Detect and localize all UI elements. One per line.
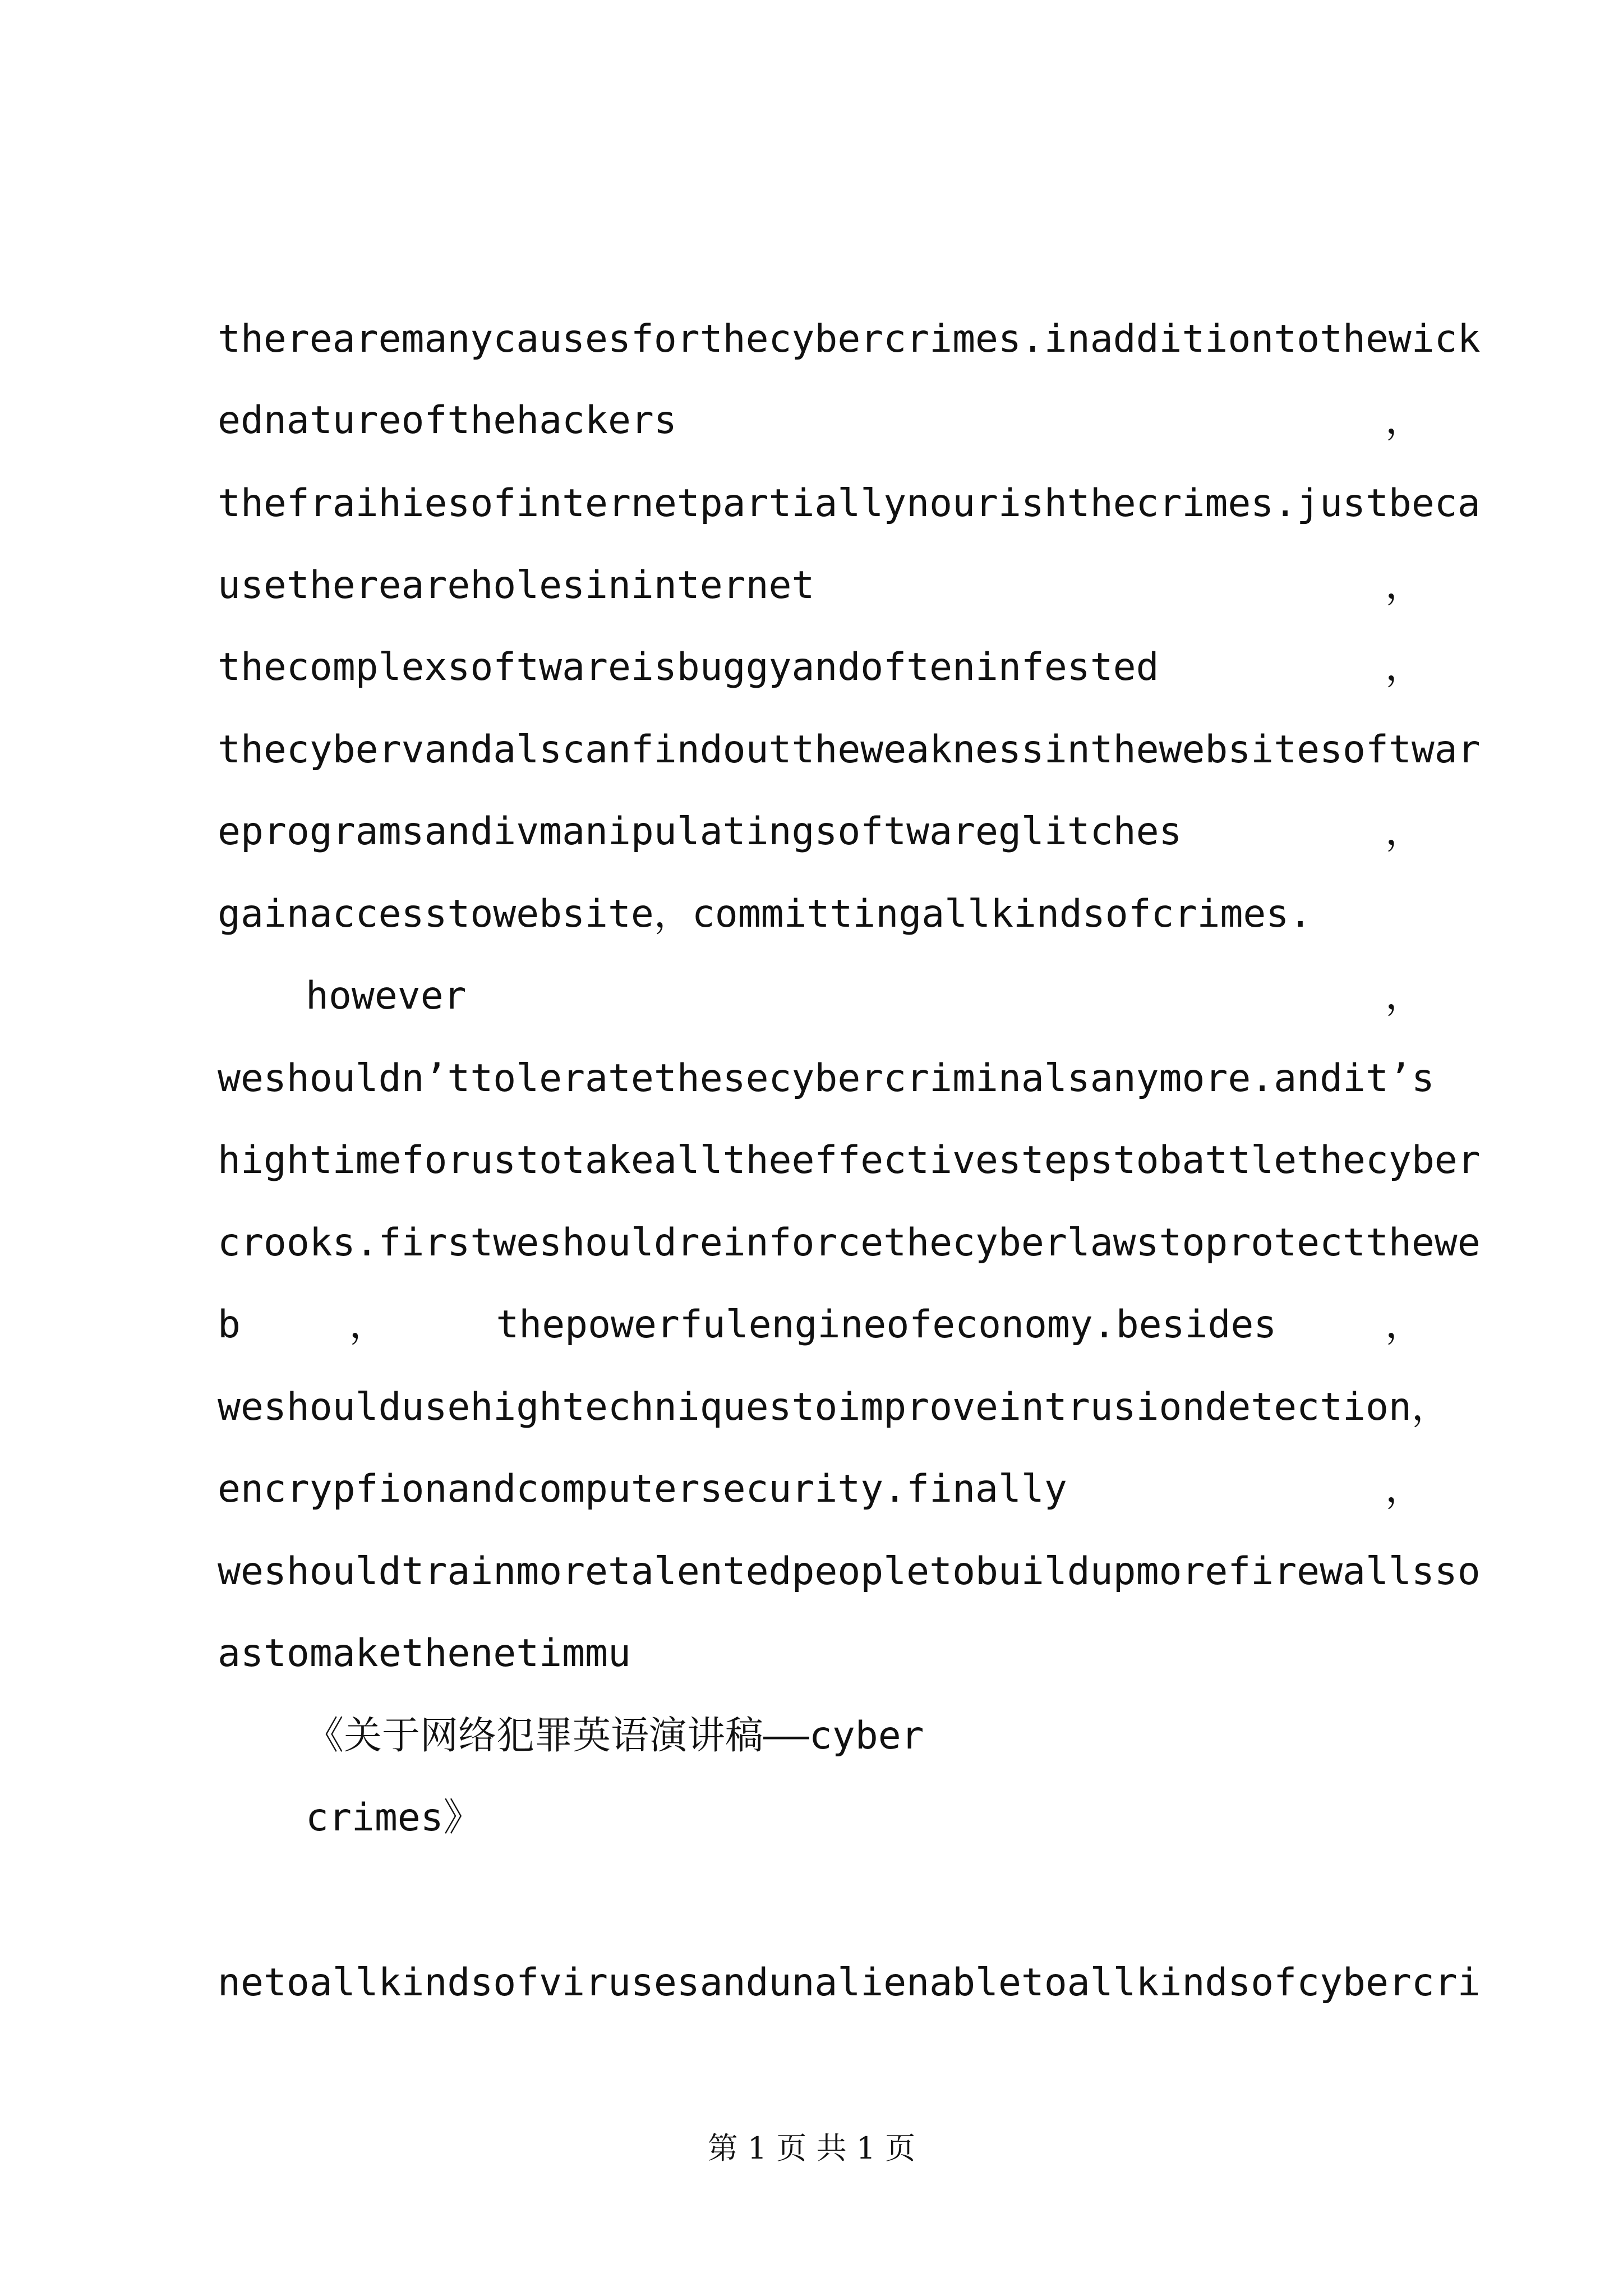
line-text: b bbox=[218, 1303, 241, 1347]
line-text: weshouldusehightechniquestoimproveintrusiondetection bbox=[218, 1385, 1412, 1429]
line-comma: ， bbox=[1385, 398, 1423, 443]
line-text: thepowerfulengineofeconomy.besides bbox=[496, 1303, 1277, 1347]
line-text: weshouldtrainmoretalentedpeopletobuildupmorefirewallsso bbox=[218, 1549, 1481, 1594]
line-text: netoallkindsofvirusesandunalienabletoallkindsofcybercri bbox=[218, 1961, 1481, 2005]
line-comma: ， bbox=[1385, 1467, 1423, 1511]
line-text: weshouldn’ttoleratethesecybercriminalsanymore.andit’s bbox=[218, 1056, 1435, 1101]
text-line bbox=[218, 1626, 1423, 1682]
text-line bbox=[218, 1133, 1481, 1189]
line-text: ednatureofthehackers bbox=[218, 398, 677, 443]
page-footer: 第 1 页 共 1 页 bbox=[707, 2131, 916, 2166]
text-line bbox=[218, 558, 1423, 614]
document-title-continued: crimes》 bbox=[306, 1796, 482, 1840]
line-text: thefraihiesofinternetpartiallynourishthecrimes.justbeca bbox=[218, 481, 1481, 526]
line-text: hightimeforustotakealltheeffectivestepstobattlethecyber bbox=[218, 1138, 1481, 1182]
line-text: thecybervandalscanfindouttheweaknessinthewebsitesoftwar bbox=[218, 728, 1481, 772]
line-text: thecomplexsoftwareisbuggyandofteninfested bbox=[218, 645, 1159, 689]
text-line bbox=[218, 804, 1423, 860]
text-line bbox=[218, 1051, 1435, 1107]
line-comma: ， bbox=[1411, 1385, 1450, 1429]
line-text: crooks.firstweshouldreinforcethecyberlawstoprotectthewe bbox=[218, 1221, 1481, 1265]
line-text: eprogramsandivmanipulatingsoftwareglitches bbox=[218, 809, 1182, 854]
line-comma: ， bbox=[1385, 809, 1423, 854]
line-comma: ， bbox=[349, 1303, 388, 1347]
text-line bbox=[218, 639, 1423, 696]
text-line bbox=[218, 393, 1423, 449]
line-text: astomakethenetimmu bbox=[218, 1631, 631, 1676]
line-text: gainaccesstowebsite，committingallkindsofcrimes. bbox=[218, 892, 1312, 936]
line-comma: ， bbox=[1385, 645, 1423, 689]
line-comma: ， bbox=[1385, 974, 1423, 1018]
line-text: usethereareholesininternet bbox=[218, 563, 815, 608]
text-line bbox=[218, 1379, 1450, 1435]
line-comma: ， bbox=[1385, 563, 1423, 608]
text-line bbox=[218, 1955, 1481, 2011]
line-text: however bbox=[306, 974, 467, 1018]
text-line bbox=[218, 1461, 1423, 1517]
text-line bbox=[218, 886, 1423, 942]
text-line bbox=[218, 476, 1481, 532]
line-text: encrypfionandcomputersecurity.finally bbox=[218, 1467, 1067, 1511]
line-text: therearemanycausesforthecybercrimes.inadditiontothewick bbox=[218, 317, 1481, 361]
text-line bbox=[218, 1215, 1481, 1271]
text-line bbox=[218, 1544, 1481, 1600]
text-line bbox=[218, 722, 1481, 778]
text-line bbox=[306, 968, 1423, 1024]
document-title: 《关于网络犯罪英语演讲稿——cyber bbox=[306, 1714, 924, 1758]
text-line bbox=[218, 311, 1481, 367]
line-comma: ， bbox=[1385, 1303, 1423, 1347]
text-line bbox=[218, 1297, 1423, 1353]
